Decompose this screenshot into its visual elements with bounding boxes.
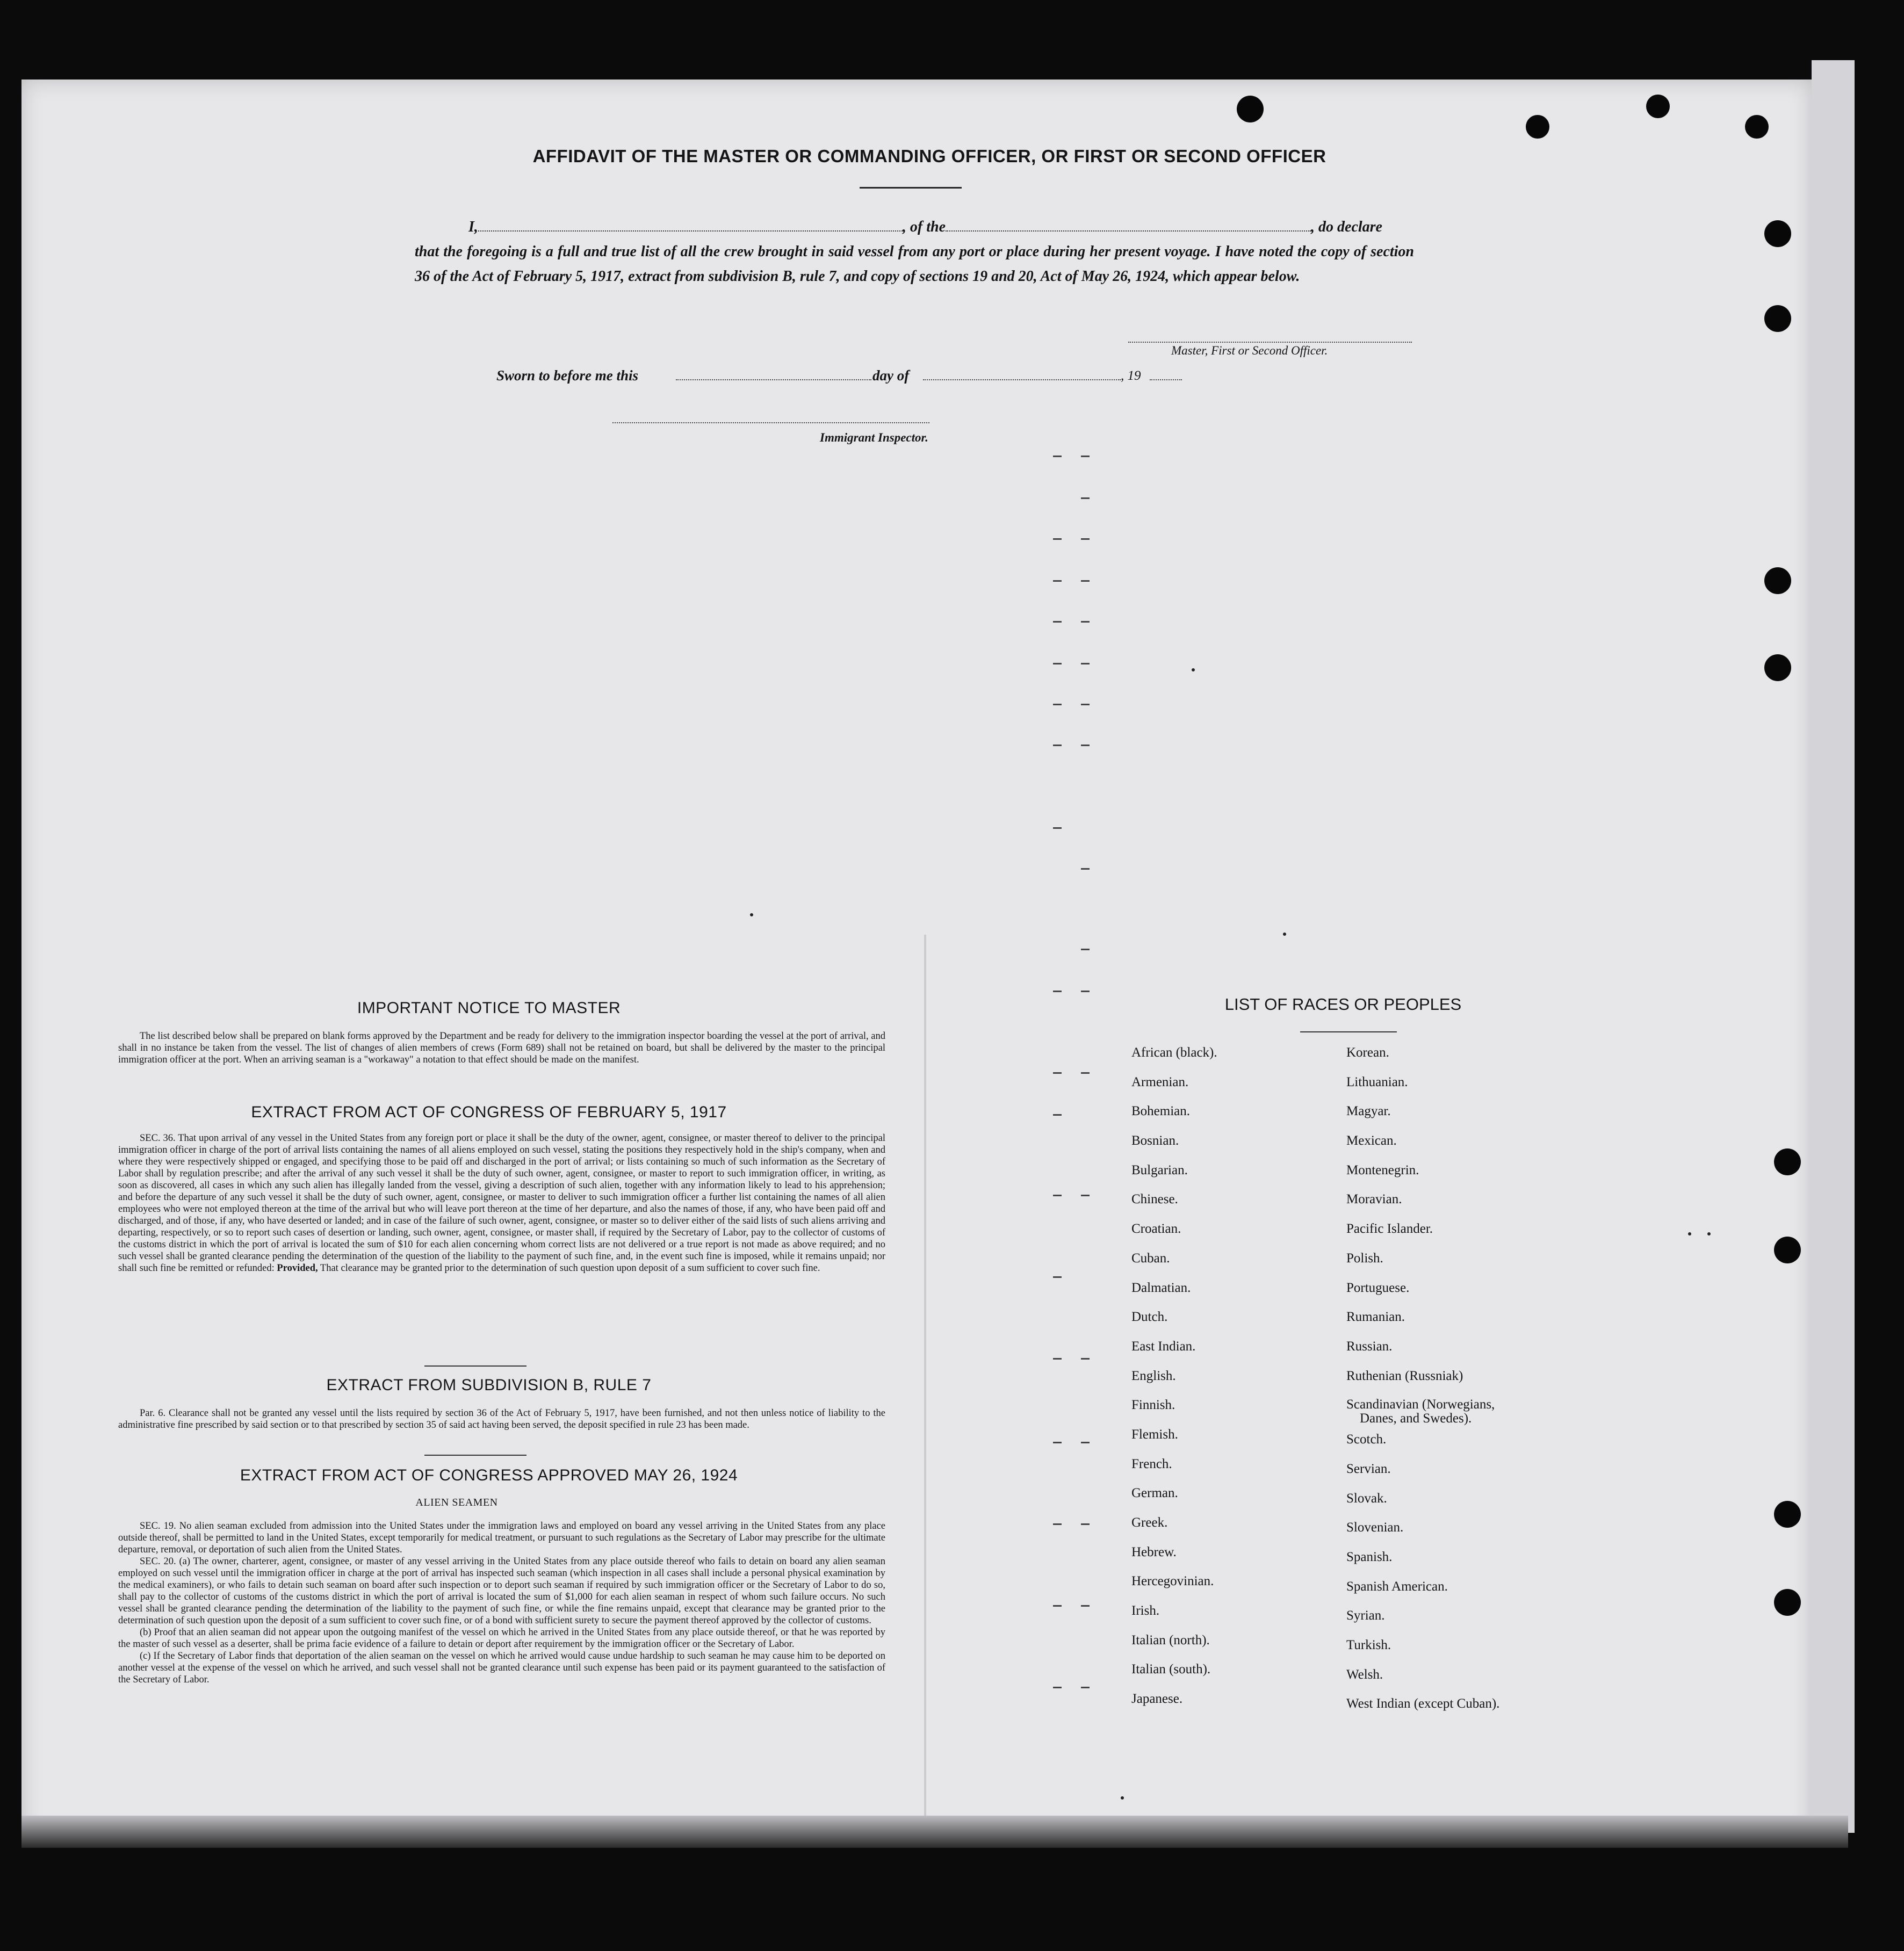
race-item: Spanish. <box>1346 1550 1393 1564</box>
sec-36-text: SEC. 36. That upon arrival of any vessel in the United States from any foreign port or place it shall be the duty of the owner, agent, consignee, or master thereof to deliver to the principal immigration officer in charge of the port of arrival lists containing the names of all aliens employed on such vessel, stating the positions they respectively hold in the ship's company, when and where they were respectively shipped or engaged, and specifying those to be paid off and discharged in the port of arrival; or lists containing so much of such information as the Secretary of Labor shall by regulation prescribe; and after the arrival of any such vessel it shall be the duty of such owner, agent, consignee, or master to report to such immigration officer, in writing, as soon as discovered, all cases in which any such alien has illegally landed from the vessel, giving a description of such alien, together with any information likely to lead to his apprehension; and before the departure of any such vessel it shall be the duty of such owner, agent, consignee, or master to deliver to such immigration officer a further list containing the names of all alien employees who were not employed thereon at the time of the arrival but who will leave port thereon at the time of her departure, and also the names of those, if any, who have been paid off and discharged, and of those, if any, who have deserted or landed; and in case of the failure of such owner, agent, consignee, or master so to deliver either of the said lists of such aliens arriving and departing, respectively, or so to report such cases of desertion or landing, such owner, agent, consignee, or master shall, if required by the Secretary of Labor, pay to the collector of customs of the customs district in which the port of arrival is located the sum of $10 for each alien concerning whom correct lists are not delivered or a true report is not made as above required; and no such vessel shall be granted clearance pending the determination of the question of the liability to the payment of such fine, and, in the event such fine is imposed, while it remains unpaid; nor shall such fine be remitted or refunded: <box>118 1133 885 1274</box>
bleed-mark <box>1053 538 1062 540</box>
race-item: English. <box>1131 1368 1176 1383</box>
punch-hole <box>1774 1589 1801 1616</box>
bleed-mark <box>1081 538 1090 540</box>
race-item: Rumanian. <box>1346 1310 1405 1325</box>
bleed-mark <box>1081 1687 1090 1688</box>
bleed-mark <box>1081 663 1090 664</box>
race-item: Polish. <box>1346 1251 1383 1266</box>
race-item: Turkish. <box>1346 1638 1391 1653</box>
races-right-column <box>1346 1045 1499 1726</box>
speck <box>1121 1796 1124 1800</box>
bleed-mark <box>1081 580 1090 582</box>
year-blank[interactable] <box>1150 378 1182 380</box>
bleed-mark <box>1081 456 1090 457</box>
notice-paragraph: The list described below shall be prepared on blank forms approved by the Department and be ready for delivery to the immigration inspector boarding the vessel at the port of arrival, and shall in no instance be taken from the vessel. The list of changes of alien members of crews (Form 689) shall not be retained on board, but shall be delivered by the master to the principal immigration officer at the port. When an arriving seaman is a "workaway" a notation to that effect should be made on the manifest. <box>118 1031 885 1065</box>
race-item: Finnish. <box>1131 1398 1175 1413</box>
race-item: Russian. <box>1346 1339 1393 1354</box>
bleed-mark <box>1053 663 1062 664</box>
race-item: Japanese. <box>1131 1692 1183 1707</box>
year-text: , 19 <box>1121 368 1141 383</box>
declaration-text: that the foregoing is a full and true list of all the crew brought in said vessel from any port or place during her present voyage. I have noted the copy of section 36 of the Act of February 5, 1917, extract from subdivision B, rule 7, and copy of sections 19 and 20, Act of May 26, 1924, which appear below. <box>415 243 1414 285</box>
bleed-mark <box>1053 1358 1062 1360</box>
race-item: Servian. <box>1346 1461 1391 1476</box>
declaration-of-the: , of the <box>902 219 946 235</box>
race-item: Mexican. <box>1346 1133 1397 1148</box>
race-item: Pacific Islander. <box>1346 1222 1433 1237</box>
race-item: Moravian. <box>1346 1192 1402 1207</box>
inspector-label: Immigrant Inspector. <box>820 431 928 444</box>
bleed-mark <box>1081 704 1090 705</box>
inspector-signature-line[interactable] <box>612 421 929 423</box>
race-item: Italian (north). <box>1131 1632 1210 1647</box>
races-title: LIST OF RACES OR PEOPLES <box>1224 995 1462 1014</box>
race-item: Bulgarian. <box>1131 1162 1188 1177</box>
race-item: Scandinavian (Norwegians, Danes, and Swedes). <box>1346 1397 1495 1426</box>
punch-hole <box>1764 305 1791 332</box>
sec-36-paragraph <box>118 1132 885 1274</box>
race-item: West Indian (except Cuban). <box>1346 1696 1500 1711</box>
race-item: French. <box>1131 1456 1172 1471</box>
bleed-mark <box>1081 1195 1090 1196</box>
master-signature-line[interactable] <box>1128 341 1412 343</box>
section-rule <box>424 1455 527 1456</box>
race-item: Syrian. <box>1346 1608 1385 1623</box>
extract-rule7-body <box>118 1407 885 1431</box>
speck <box>1707 1232 1711 1235</box>
punch-hole <box>1745 115 1769 139</box>
bleed-mark <box>1053 1072 1062 1074</box>
punch-hole <box>1774 1237 1801 1263</box>
extract-1917-body <box>118 1132 885 1274</box>
speck <box>750 913 753 916</box>
bleed-mark <box>1053 580 1062 582</box>
affidavit-title: AFFIDAVIT OF THE MASTER OR COMMANDING OFFICER, OR FIRST OR SECOND OFFICER <box>532 146 1326 166</box>
race-item: Portuguese. <box>1346 1280 1410 1295</box>
speck <box>1283 933 1286 936</box>
race-item: Dalmatian. <box>1131 1280 1191 1295</box>
race-item: Hercegovinian. <box>1131 1574 1214 1589</box>
bleed-mark <box>1053 456 1062 457</box>
binding-strip <box>1812 60 1855 1833</box>
name-blank[interactable] <box>478 220 903 232</box>
race-item: Croatian. <box>1131 1222 1181 1237</box>
bleed-mark <box>1081 745 1090 746</box>
sworn-text: Sworn to before me this <box>496 367 639 384</box>
race-item: Bohemian. <box>1131 1104 1191 1119</box>
bleed-mark <box>1081 497 1090 499</box>
bleed-mark <box>1053 827 1062 829</box>
punch-hole <box>1646 95 1670 118</box>
punch-hole <box>1526 115 1549 139</box>
bleed-mark <box>1081 868 1090 870</box>
race-item: Italian (south). <box>1131 1662 1211 1677</box>
race-item: East Indian. <box>1131 1339 1196 1354</box>
bleed-mark <box>1081 949 1090 950</box>
extract-1917-title: EXTRACT FROM ACT OF CONGRESS OF FEBRUARY 5, 1917 <box>251 1103 727 1121</box>
race-item: Magyar. <box>1346 1104 1391 1119</box>
bleed-mark <box>1053 991 1062 992</box>
bleed-mark <box>1081 1358 1090 1360</box>
race-item: Armenian. <box>1131 1074 1189 1089</box>
section-rule <box>424 1365 527 1367</box>
master-signature-label: Master, First or Second Officer. <box>1171 344 1328 357</box>
title-rule <box>860 187 962 189</box>
bleed-mark <box>1081 1442 1090 1443</box>
vessel-blank[interactable] <box>946 220 1311 232</box>
punch-hole <box>1774 1501 1801 1528</box>
bleed-mark <box>1053 1442 1062 1443</box>
punch-hole <box>1774 1148 1801 1175</box>
race-item: Greek. <box>1131 1515 1168 1530</box>
speck <box>1688 1232 1691 1235</box>
sec-20c-paragraph: (c) If the Secretary of Labor finds that deportation of the alien seaman on the vessel on which he arrived would cause undue hardship to such seaman he may cause him to be deported on another vessel at the expense of the vessel on which he arrived, and such vessel shall not be granted clearance until such expense has been paid or its payment guaranteed to the satisfaction of the Secretary of Labor. <box>118 1651 885 1685</box>
race-item: Hebrew. <box>1131 1544 1177 1559</box>
affidavit-declaration <box>415 215 1414 289</box>
bleed-mark <box>1053 1523 1062 1525</box>
bleed-mark <box>1053 704 1062 705</box>
fold-crease <box>924 935 926 1837</box>
race-item: Flemish. <box>1131 1427 1178 1442</box>
race-item: Ruthenian (Russniak) <box>1346 1368 1463 1383</box>
bleed-mark <box>1081 621 1090 623</box>
notice-title: IMPORTANT NOTICE TO MASTER <box>357 999 621 1017</box>
proviso-text: That clearance may be granted prior to the determination of such question upon deposit of a sum sufficient to cover such fine. <box>320 1263 820 1274</box>
race-item: Slovenian. <box>1346 1520 1404 1535</box>
sworn-day-blank[interactable] <box>676 378 871 380</box>
sec-20a-paragraph: SEC. 20. (a) The owner, charterer, agent, consignee, or master of any vessel arriving in the United States from any place outside thereof who fails to detain on board any alien seaman employed on such vessel until the immigration officer in charge at the port of arrival has inspected such seaman (which inspection in all cases shall include a personal physical examination by the medical examiners), or who fails to detain such seaman on board after such inspection or to deport such seaman if required by such immigration officer or the Secretary of Labor to do so, shall pay to the collector of customs of the customs district in which the port of arrival is located the sum of $1,000 for each alien seaman in respect of whom such failure occurs. No such vessel shall be granted clearance pending the determination of the liability to the payment of such fine, or while the fine remains unpaid, except that clearance may be granted prior to the determination of such question upon the deposit of a sum sufficient to cover such fine, or of a bond with sufficient surety to secure the payment thereof approved by the collector of customs. <box>118 1556 885 1626</box>
races-rule <box>1300 1031 1397 1032</box>
day-of-text: day of <box>872 367 910 384</box>
bleed-mark <box>1053 1687 1062 1688</box>
rule7-paragraph: Par. 6. Clearance shall not be granted any vessel until the lists required by section 36 of the Act of February 5, 1917, have been furnished, and not then unless notice of liability to the administrative fine prescribed by said section or to that prescribed by section 35 of said act having been served, the deposit specified in rule 23 has been made. <box>118 1408 885 1430</box>
notice-body <box>118 1030 885 1066</box>
race-item: Dutch. <box>1131 1310 1168 1325</box>
extract-rule7-title: EXTRACT FROM SUBDIVISION B, RULE 7 <box>326 1376 652 1394</box>
bleed-mark <box>1053 1114 1062 1116</box>
sec-19-paragraph: SEC. 19. No alien seaman excluded from admission into the United States under the immigration laws and employed on board any vessel arriving in the United States from any place outside thereof, shall be permitted to land in the United States, except temporarily for medical treatment, or pursuant to such regulations as the Secretary of Labor may prescribe for the ultimate departure, removal, or deportation of such alien from the United States. <box>118 1521 885 1555</box>
race-item: Lithuanian. <box>1346 1074 1408 1089</box>
punch-hole <box>1764 220 1791 247</box>
alien-seamen-subtitle: ALIEN SEAMEN <box>415 1497 498 1508</box>
race-item: Scotch. <box>1346 1432 1387 1447</box>
race-item: Spanish American. <box>1346 1579 1448 1594</box>
punch-hole <box>1764 567 1791 594</box>
bleed-mark <box>1053 745 1062 746</box>
speck <box>1192 668 1195 671</box>
race-item: Welsh. <box>1346 1667 1383 1682</box>
extract-1924-title: EXTRACT FROM ACT OF CONGRESS APPROVED MAY 26, 1924 <box>240 1466 738 1484</box>
punch-hole <box>1764 654 1791 681</box>
bottom-edge-shadow <box>21 1816 1848 1848</box>
race-item: Korean. <box>1346 1045 1389 1060</box>
bleed-mark <box>1053 621 1062 623</box>
bleed-mark <box>1053 1276 1062 1278</box>
race-item: Montenegrin. <box>1346 1162 1419 1177</box>
declaration-i: I, <box>468 219 478 235</box>
declaration-line-1 <box>415 215 1414 240</box>
race-item: Irish. <box>1131 1603 1160 1618</box>
bleed-mark <box>1081 991 1090 992</box>
bleed-mark <box>1053 1605 1062 1607</box>
race-item: German. <box>1131 1486 1178 1501</box>
races-left-column <box>1131 1045 1217 1721</box>
bleed-mark <box>1081 1072 1090 1074</box>
extract-1924-body <box>118 1520 885 1686</box>
sworn-month-blank[interactable] <box>923 378 1121 380</box>
race-item: Cuban. <box>1131 1251 1170 1266</box>
race-item: African (black). <box>1131 1045 1217 1060</box>
provided-label: Provided, <box>277 1263 318 1274</box>
race-item: Bosnian. <box>1131 1133 1179 1148</box>
bleed-mark <box>1081 1605 1090 1607</box>
bleed-mark <box>1053 1195 1062 1196</box>
declaration-do-declare: , do declare <box>1311 219 1382 235</box>
race-item: Slovak. <box>1346 1491 1387 1506</box>
bleed-mark <box>1081 1523 1090 1525</box>
sec-20b-paragraph: (b) Proof that an alien seaman did not appear upon the outgoing manifest of the vessel on which he arrived in the United States from any place outside thereof, or that he was reported by the master of such vessel as a deserter, shall be prima facie evidence of a failure to detain or deport after requirement by the immigration officer or the Secretary of Labor. <box>118 1627 885 1650</box>
race-item: Chinese. <box>1131 1192 1178 1207</box>
punch-hole <box>1237 96 1264 122</box>
